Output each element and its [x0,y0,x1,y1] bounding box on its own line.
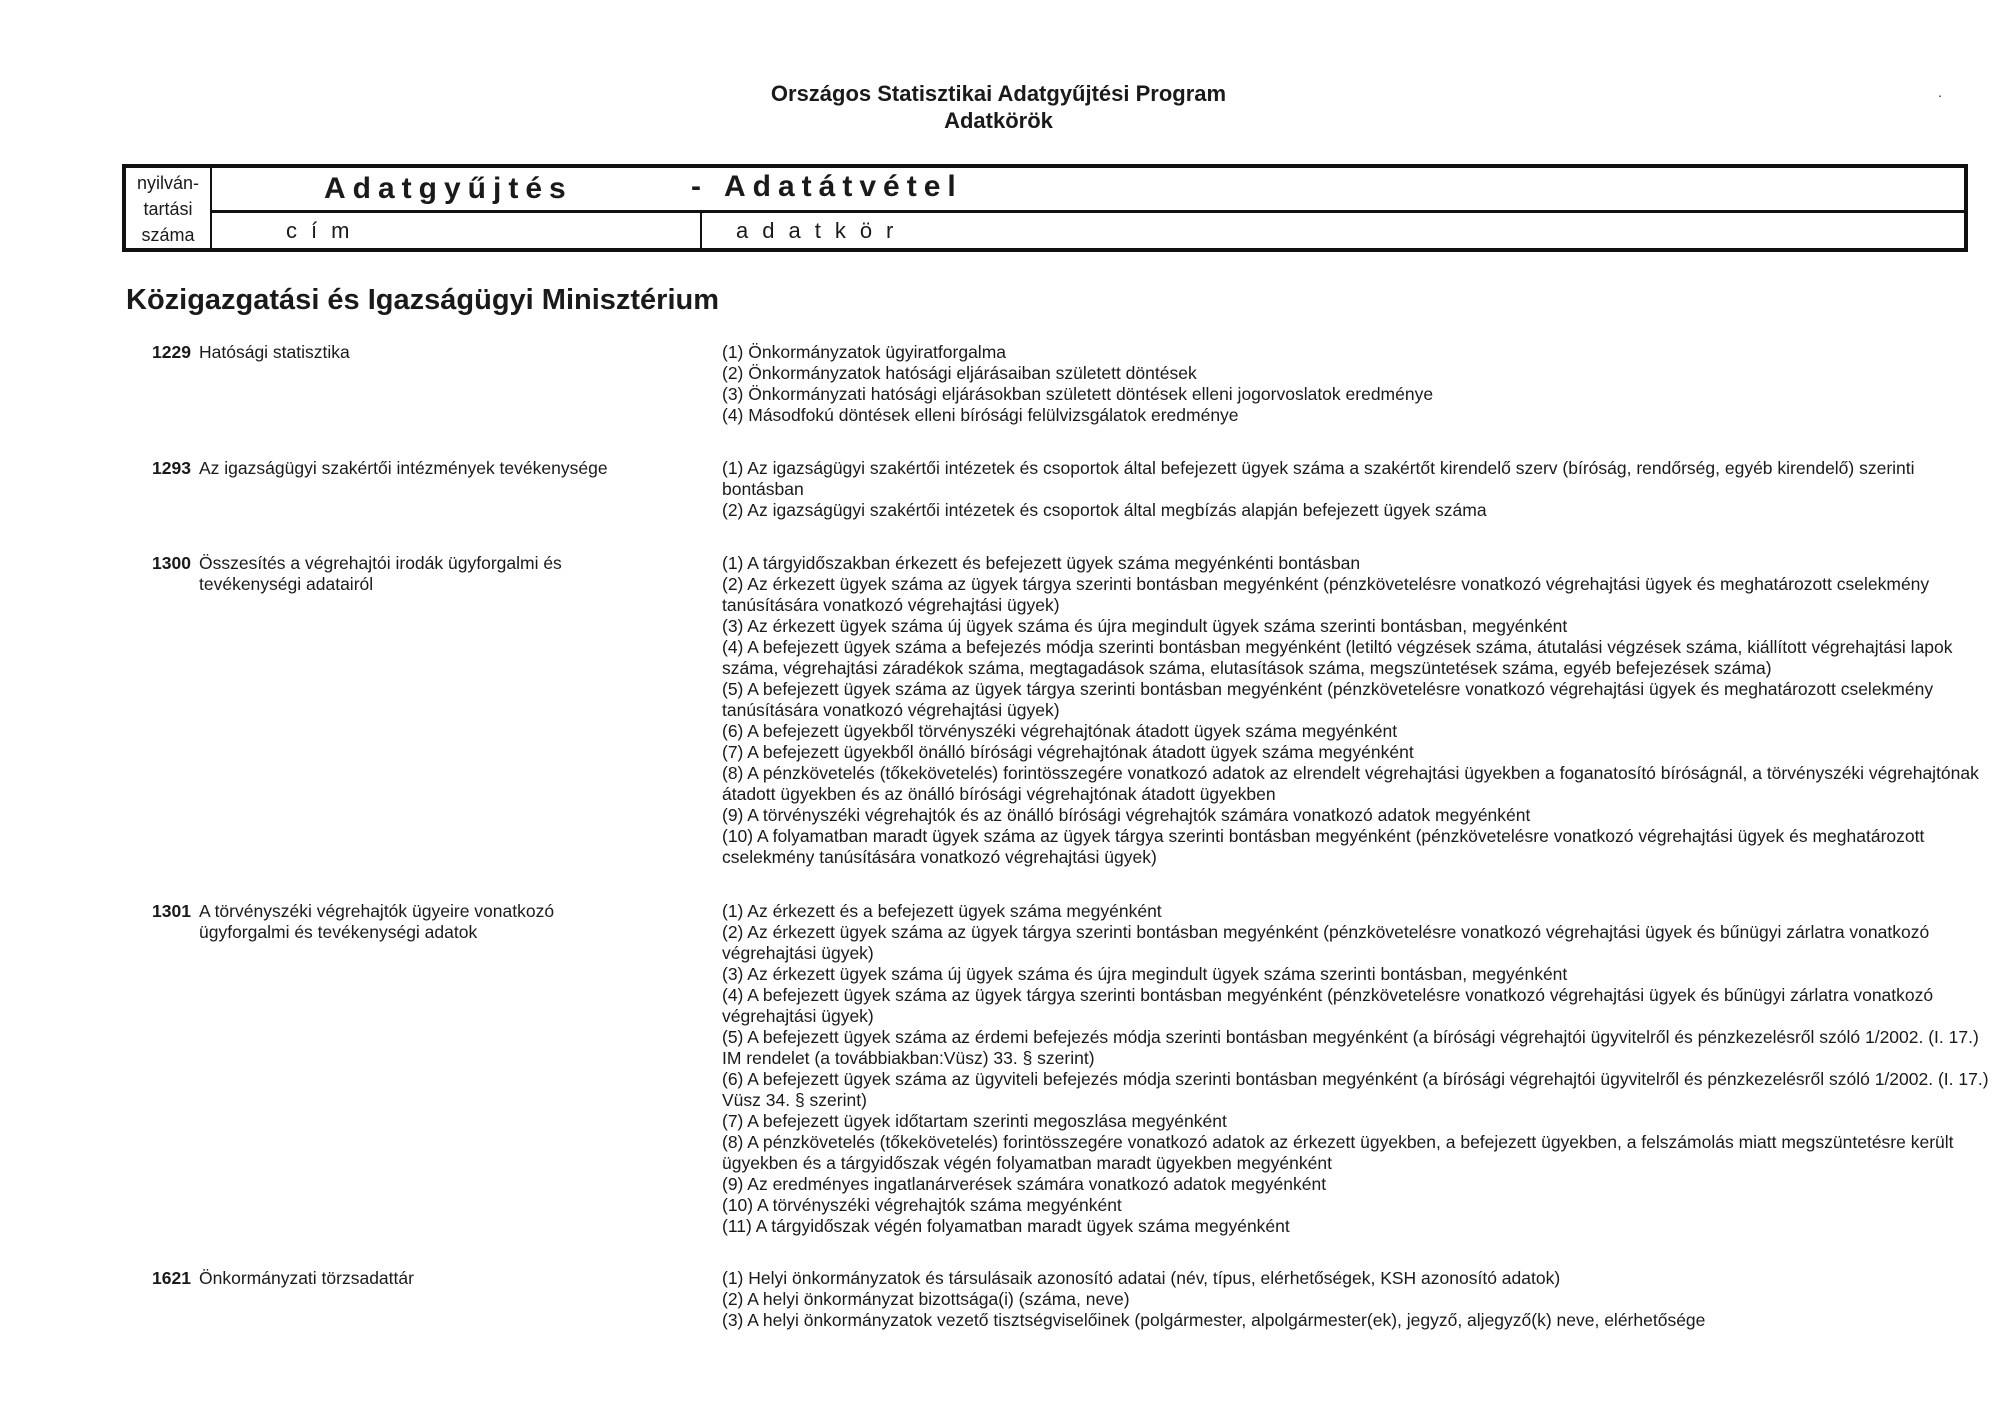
reg-label-line-1: nyilván- [136,173,200,193]
entry-title: Az igazságügyi szakértői intézmények tevékenysége [199,458,608,478]
title-line-1: Országos Statisztikai Adatgyűjtési Program [770,81,1227,106]
entry-item: (2) Az érkezett ügyek száma az ügyek tárgya szerinti bontásban megyénként (pénzkövetelésre vonatkozó végrehajtási ügyek és bűnügyi zárlatra vonatkozó végrehajtási ügyek) [722,922,1930,963]
entry-code: 1293 [152,458,191,478]
entry-code: 1621 [152,1268,191,1288]
ministry-heading: Közigazgatási és Igazságügyi Minisztérium [126,284,720,316]
entry-title: Önkormányzati törzsadattár [199,1268,414,1288]
entry-item: (3) Önkormányzati hatósági eljárásokban született döntések elleni jogorvoslatok eredménye [722,384,1434,404]
entry-item: (5) A befejezett ügyek száma az ügyek tárgya szerinti bontásban megyénként (pénzkövetelésre vonatkozó végrehajtási ügyek és meghatározott cselekmény tanúsítására vonatkozó végrehajtási ügyek) [722,679,1934,720]
data-scope-column-label: adatkör [736,218,908,243]
column-header-box [122,164,1968,252]
entry-item: (8) A pénzkövetelés (tőkekövetelés) forintösszegére vonatkozó adatok az érkezett ügyekben, a befejezett ügyekben, a felszámolás miatt megszüntetésre került ügyekben és a tárgyidőszak végén folyamatban maradt ügyekben megyénként [722,1132,1954,1173]
entry-title: Összesítés a végrehajtói irodák ügyforgalmi és tevékenységi adatairól [199,553,562,594]
entry-item: (3) A helyi önkormányzatok vezető tisztségviselőinek (polgármester, alpolgármester(ek), jegyző, aljegyző(k) neve, elérhetősége [722,1310,1706,1330]
reg-label-line-2: tartási [143,199,193,219]
entry-item: (1) Az érkezett és a befejezett ügyek száma megyénként [722,901,1162,921]
header-dash: - [691,170,701,203]
entry-code: 1300 [152,553,191,573]
entry-item: (6) A befejezett ügyekből törvényszéki végrehajtónak átadott ügyek száma megyénként [722,721,1398,741]
entry-items [722,1268,1992,1331]
entry-left [152,553,622,595]
entry-items [722,342,1992,426]
entry-item: (2) Az érkezett ügyek száma az ügyek tárgya szerinti bontásban megyénként (pénzkövetelésre vonatkozó végrehajtási ügyek és meghatározott cselekmény tanúsítására vonatkozó végrehajtási ügyek) [722,574,1930,615]
entry-left [152,1268,622,1289]
entry-item: (8) A pénzkövetelés (tőkekövetelés) forintösszegére vonatkozó adatok az elrendelt végrehajtási ügyekben a foganatosító bíróságnál, a törvényszéki végrehajtónak átadott ügyekben és az önálló bírósági végrehajtónak átadott ügyekben [722,763,1979,804]
entry-code: 1301 [152,901,191,921]
entry-left [152,342,622,363]
entry-items [722,458,1992,521]
title-column-label: cím [286,218,364,243]
entry-left [152,458,622,479]
entry-title: A törvényszéki végrehajtók ügyeire vonatkozó ügyforgalmi és tevékenységi adatok [199,901,555,942]
entry-item: (10) A folyamatban maradt ügyek száma az ügyek tárgya szerinti bontásban megyénként (pénzkövetelésre vonatkozó végrehajtási ügyek és meghatározott cselekmény tanúsítására vonatkozó végrehajtási ügyek) [722,826,1925,867]
document-title [0,80,1997,134]
entry-left [152,901,622,943]
header-divider-horizontal [212,210,1964,213]
registration-number-header [126,168,212,248]
entry-item: (4) A befejezett ügyek száma az ügyek tárgya szerinti bontásban megyénként (pénzkövetelésre vonatkozó végrehajtási ügyek és bűnügyi zárlatra vonatkozó végrehajtási ügyek) [722,985,1934,1026]
entry-item: (5) A befejezett ügyek száma az érdemi befejezés módja szerinti bontásban megyénként (a bírósági végrehajtói ügyvitelről és pénzkezelésről szóló 1/2002. (I. 17.) IM rendelet (a továbbiakban:Vüsz) 33. § szerint) [722,1027,1979,1068]
entry-item: (1) A tárgyidőszakban érkezett és befejezett ügyek száma megyénkénti bontásban [722,553,1361,573]
entry-code: 1229 [152,342,191,362]
entry-item: (3) Az érkezett ügyek száma új ügyek száma és újra megindult ügyek száma szerinti bontásban, megyénként [722,964,1568,984]
entry-item: (9) A törvényszéki végrehajtók és az önálló bírósági végrehajtók számára vonatkozó adatok megyénként [722,805,1531,825]
reg-label-line-3: száma [141,225,195,245]
entry-item: (4) Másodfokú döntések elleni bírósági felülvizsgálatok eredménye [722,405,1239,425]
entry-items [722,901,1992,1237]
entry-item: (10) A törvényszéki végrehajtók száma megyénként [722,1195,1122,1215]
entry-item: (1) Az igazságügyi szakértői intézetek és csoportok által befejezett ügyek száma a szakértőt kirendelő szerv (bíróság, rendőrség, egyéb kirendelő) szerinti bontásban [722,458,1915,499]
title-line-2: Adatkörök [944,108,1053,133]
data-transfer-label: Adatátvétel [724,170,963,203]
entry-item: (7) A befejezett ügyek időtartam szerinti megoszlása megyénként [722,1111,1227,1131]
entry-title: Hatósági statisztika [199,342,350,362]
entry-item: (11) A tárgyidőszak végén folyamatban maradt ügyek száma megyénként [722,1216,1290,1236]
entry-item: (4) A befejezett ügyek száma a befejezés módja szerinti bontásban megyénként (letiltó végzések száma, átutalási végzések száma, kiállított végrehajtási lapok száma, végrehajtási záradékok száma, megtagadások száma, elutasítások száma, megszüntetések száma, egyéb befejezések száma) [722,637,1953,678]
corner-dot: . [1938,84,1942,100]
entry-item: (9) Az eredményes ingatlanárverések számára vonatkozó adatok megyénként [722,1174,1327,1194]
data-collection-label: Adatgyűjtés [324,172,573,205]
entry-item: (2) Önkormányzatok hatósági eljárásaiban született döntések [722,363,1197,383]
entry-item: (6) A befejezett ügyek száma az ügyviteli befejezés módja szerinti bontásban megyénként (a bírósági végrehajtói ügyvitelről és pénzkezelésről szóló 1/2002. (I. 17.) Vüsz 34. § szerint) [722,1069,1989,1110]
entry-item: (2) A helyi önkormányzat bizottsága(i) (száma, neve) [722,1289,1130,1309]
entry-items [722,553,1992,868]
entry-item: (1) Önkormányzatok ügyiratforgalma [722,342,1006,362]
entry-item: (2) Az igazságügyi szakértői intézetek és csoportok által megbízás alapján befejezett ügyek száma [722,500,1487,520]
entry-item: (7) A befejezett ügyekből önálló bírósági végrehajtónak átadott ügyek száma megyénként [722,742,1414,762]
entry-item: (1) Helyi önkormányzatok és társulásaik azonosító adatai (név, típus, elérhetőségek, KSH azonosító adatok) [722,1268,1561,1288]
entry-item: (3) Az érkezett ügyek száma új ügyek száma és újra megindult ügyek száma szerinti bontásban, megyénként [722,616,1568,636]
header-divider-vertical [700,213,702,248]
